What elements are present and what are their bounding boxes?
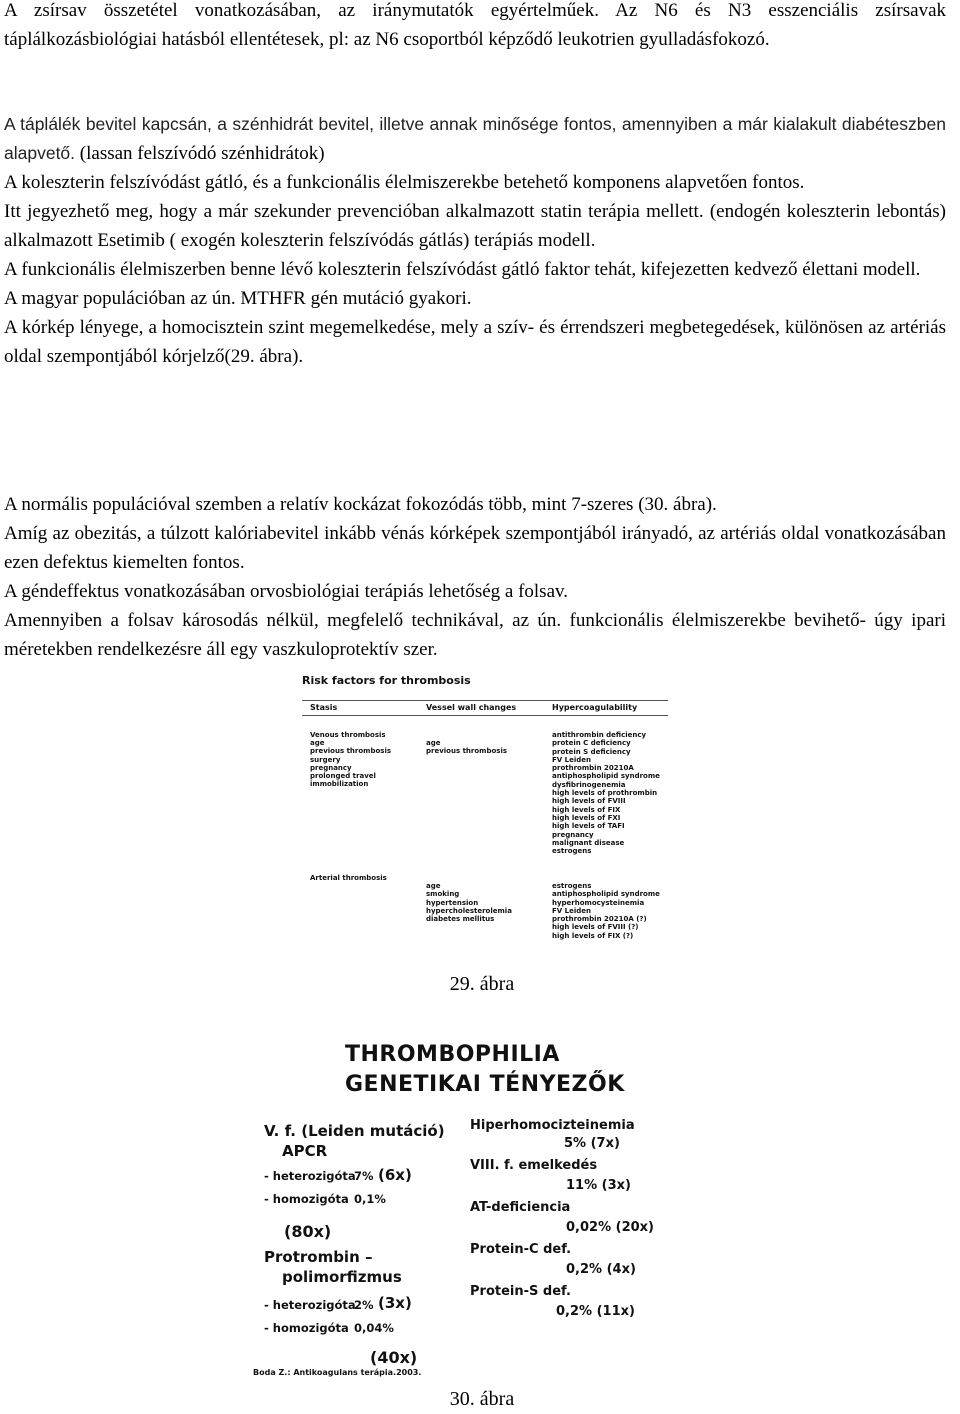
list-item: age: [426, 882, 441, 890]
paragraph-block-3: [0, 490, 951, 664]
list-item: surgery: [310, 755, 341, 764]
paragraph-relativ-kockazat: A normális populációval szemben a relatív kockázat fokozódás több, mint 7-szeres (30. ábra).: [4, 494, 717, 515]
list-item: high levels of FVIII: [552, 797, 626, 806]
paragraph-block-1: [0, 0, 951, 54]
figure-29-caption: 29. ábra: [449, 973, 515, 995]
hetero2-x: (3x): [378, 1294, 412, 1312]
pc-value: 0,2% (4x): [566, 1262, 636, 1277]
list-item: FV Leiden: [552, 906, 591, 915]
protrombin-label-1: Protrombin –: [264, 1248, 373, 1266]
list-item: previous thrombosis: [426, 747, 508, 756]
pc-label: Protein-C def.: [470, 1242, 572, 1257]
viii-label: VIII. f. emelkedés: [470, 1158, 598, 1173]
ps-label: Protein-S def.: [470, 1284, 571, 1299]
list-item: dysfibrinogenemia: [552, 780, 626, 789]
list-item: high levels of FVIII (?): [552, 923, 639, 932]
list-item: smoking: [426, 890, 460, 899]
apcr-label: APCR: [282, 1142, 328, 1160]
list-item: high levels of FIX: [552, 805, 621, 814]
list-item: prothrombin 20210A (?): [552, 915, 647, 924]
at-value: 0,02% (20x): [566, 1220, 654, 1235]
list-item: hyperhomocysteinemia: [552, 898, 645, 907]
venous-thrombosis-label: Venous thrombosis: [310, 731, 386, 739]
paragraph-zsirsav: A zsírsav összetétel vonatkozásában, az iránymutatók egyértelműek. Az N6 és N3 esszenciális zsírsavak táplálkozásbiológiai hatásból ellentétesek, pl: az N6 csoportból képződő leukotrien gyulladásfokozó.: [4, 0, 946, 50]
arterial-hyper-list: [552, 882, 660, 940]
paragraph-folsav: A géndeffektus vonatkozásában orvosbiológiai terápiás lehetőség a folsav.: [4, 581, 569, 602]
paragraph-szenhidrat-sans: A táplálék bevitel kapcsán, a szénhidrát bevitel, illetve annak minősége fontos, amennyiben a már kialakult diabéteszben alapvető.: [4, 114, 946, 163]
list-item: antiphospholipid syndrome: [552, 772, 660, 781]
list-item: previous thrombosis: [310, 747, 392, 756]
paragraph-koleszterin: A koleszterin felszívódást gátló, és a funkcionális élelmiszerekbe betehető komponens alapvetően fontos.: [4, 172, 805, 193]
figure-29-title: Risk factors for thrombosis: [302, 674, 471, 687]
homo1-x: (80x): [284, 1222, 332, 1241]
list-item: malignant disease: [552, 838, 625, 847]
figure-30-caption: 30. ábra: [449, 1388, 515, 1410]
figure-30-title-line1: THROMBOPHILIA: [345, 1042, 560, 1067]
list-item: hypertension: [426, 898, 479, 907]
paragraph-obezitas: Amíg az obezitás, a túlzott kalóriabevitel inkább vénás kórképek szempontjából irányadó, az artériás oldal vonatkozásában ezen defektus kiemelten fontos.: [4, 523, 946, 573]
hetero1-x: (6x): [378, 1166, 412, 1184]
figure-29-header-row: [302, 700, 668, 716]
list-item: age: [426, 739, 441, 747]
paragraph-homocisztein: A kórkép lényege, a homocisztein szint megemelkedése, mely a szív- és érrendszeri megbetegedések, különösen az artériás oldal szempontjából kórjelző(29. ábra).: [4, 317, 946, 367]
list-item: hypercholesterolemia: [426, 906, 512, 915]
homo1-pct: 0,1%: [354, 1192, 386, 1206]
list-item: high levels of prothrombin: [552, 789, 658, 798]
hetero2-label: - heterozigóta: [264, 1298, 356, 1312]
list-item: immobilization: [310, 780, 369, 789]
homo2-pct: 0,04%: [354, 1321, 394, 1335]
ps-value: 0,2% (11x): [556, 1304, 635, 1319]
at-label: AT-deficiencia: [470, 1200, 571, 1215]
list-item: pregnancy: [552, 830, 594, 839]
list-item: age: [310, 739, 325, 747]
hhc-value: 5% (7x): [564, 1136, 620, 1151]
header-hypercoagulability: Hypercoagulability: [552, 703, 638, 712]
header-vessel-wall: Vessel wall changes: [426, 703, 517, 712]
viii-value: 11% (3x): [566, 1178, 631, 1193]
venous-vessel-list: [426, 739, 507, 756]
figure-30-title-line2: GENETIKAI TÉNYEZŐK: [345, 1072, 625, 1097]
list-item: high levels of TAFI: [552, 822, 625, 831]
list-item: antiphospholipid syndrome: [552, 890, 660, 899]
list-item: high levels of FIX (?): [552, 931, 634, 940]
hetero2-pct: 2%: [354, 1298, 374, 1312]
list-item: FV Leiden: [552, 755, 591, 764]
header-stasis: Stasis: [310, 703, 338, 712]
hhc-label: Hiperhomocizteinemia: [470, 1118, 635, 1133]
homo1-label: - homozigóta: [264, 1192, 349, 1206]
figure-30-thrombophilia: [252, 1038, 692, 1383]
protrombin-label-2: polimorfizmus: [282, 1268, 402, 1286]
list-item: diabetes mellitus: [426, 915, 495, 924]
list-item: prolonged travel: [310, 772, 376, 781]
list-item: estrogens: [552, 882, 592, 890]
venous-stasis-list: [310, 739, 391, 789]
leiden-label: V. f. (Leiden mutáció): [264, 1122, 445, 1140]
paragraph-funkcionalis: A funkcionális élelmiszerben benne lévő koleszterin felszívódást gátló faktor tehát, kifejezetten kedvező élettani modell.: [4, 259, 921, 280]
list-item: protein S deficiency: [552, 747, 631, 756]
list-item: protein C deficiency: [552, 739, 631, 748]
paragraph-szenhidrat-rest: (lassan felszívódó szénhidrátok): [75, 143, 325, 164]
paragraph-szenhidrat: [0, 110, 951, 168]
figure-29-risk-factors: [298, 672, 670, 957]
arterial-thrombosis-label: Arterial thrombosis: [310, 874, 387, 882]
list-item: estrogens: [552, 847, 592, 856]
arterial-vessel-list: [426, 882, 512, 923]
homo2-x: (40x): [370, 1348, 418, 1367]
paragraph-mthfr: A magyar populációban az ún. MTHFR gén mutáció gyakori.: [4, 288, 472, 309]
venous-hyper-list: [552, 731, 660, 855]
paragraph-vaszkuloprotektiv: Amennyiben a folsav károsodás nélkül, megfelelő technikával, az ún. funkcionális élelmiszerekbe bevihető- úgy ipari méretekben rendelkezésre áll egy vaszkuloprotektív szer.: [4, 610, 946, 660]
list-item: high levels of FXI: [552, 813, 621, 822]
list-item: prothrombin 20210A: [552, 764, 634, 773]
figure-30-source: Boda Z.: Antikoagulans terápia.2003.: [253, 1368, 422, 1377]
hetero1-pct: 7%: [354, 1169, 374, 1183]
paragraph-block-2: [0, 110, 951, 371]
list-item: antithrombin deficiency: [552, 731, 647, 739]
list-item: pregnancy: [310, 763, 352, 772]
homo2-label: - homozigóta: [264, 1321, 349, 1335]
paragraph-statin: Itt jegyezhető meg, hogy a már szekunder prevencióban alkalmazott statin terápia mellett. (endogén koleszterin lebontás) alkalmazott Esetimib ( exogén koleszterin felszívódás gátlás) terápiás modell.: [4, 201, 946, 251]
hetero1-label: - heterozigóta: [264, 1169, 356, 1183]
